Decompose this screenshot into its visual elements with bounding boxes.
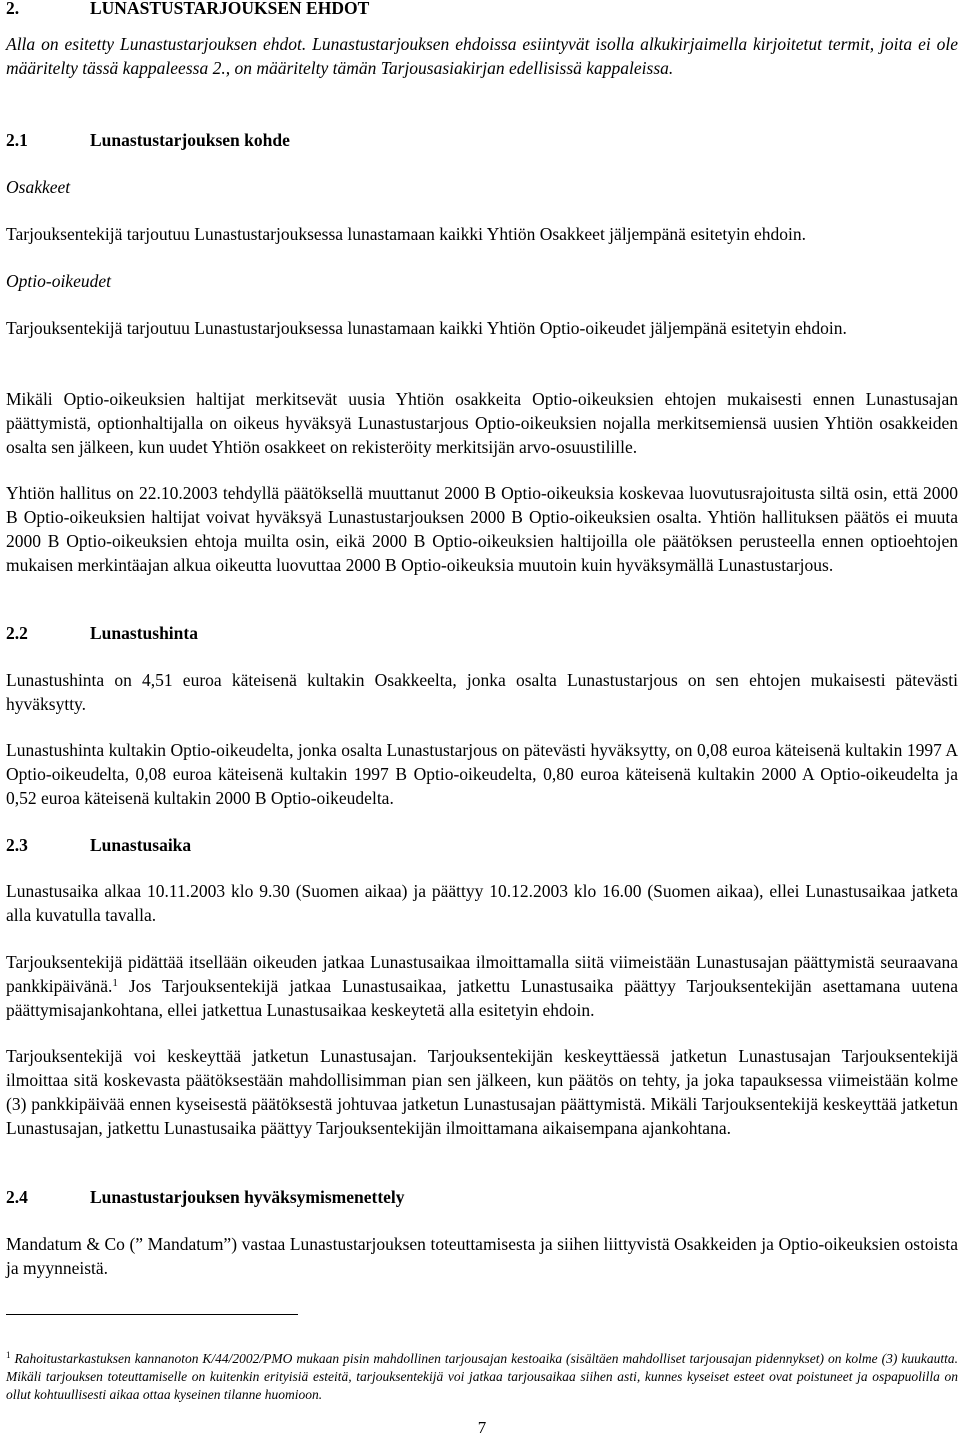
subsection-2-4-heading xyxy=(6,1185,958,1209)
extension-text-a: Tarjouksentekijä pidättää itsellään oikeuden jatkaa Lunastusaikaa ilmoittamalla siitä viimeistään Lunastusajan päättymistä seuraavana pankkipäivänä. xyxy=(6,952,958,996)
footnote-reference: 1 xyxy=(112,977,118,989)
subsection-2-2-number: 2.2 xyxy=(6,623,28,643)
page-number: 7 xyxy=(477,1418,487,1437)
footnote-text: Rahoitustarkastuksen kannanoton K/44/2002/PMO mukaan pisin mahdollinen tarjousajan kestoaika (sisältäen mahdolliset tarjousajan pidennykset) on kolme (3) kuukautta. Mikäli tarjouksen toteuttamiselle on kuitenkin erityisiä esteitä, tarjouksentekijä voi jatkaa tarjousaikaa siihen asti, kunnes kyseiset esteet ovat poistuneet ja ospapuolilla on ollut kohtuullisesti aikaa ottaa kyseinen tilanne huomioon. xyxy=(6,1351,958,1402)
section-intro: Alla on esitetty Lunastustarjouksen ehdot. Lunastustarjouksen ehdoissa esiintyvät isolla alkukirjaimella kirjoitetut termit, joita ei ole määritelty tässä kappaleessa 2., on määritelty tämän Tarjousasiakirjan edellisissä kappaleissa. xyxy=(6,34,958,78)
shares-subheading: Osakkeet xyxy=(6,177,71,197)
subsection-2-4-title: Lunastustarjouksen hyväksymismenettely xyxy=(90,1187,405,1207)
subsection-2-3-heading xyxy=(6,833,958,857)
extension-paragraph xyxy=(6,950,958,1022)
options-paragraph: Tarjouksentekijä tarjoutuu Lunastustarjouksessa lunastamaan kaikki Yhtiön Optio-oikeudet jäljempänä esitetyin ehdoin. xyxy=(6,318,847,338)
section-title: LUNASTUSTARJOUKSEN EHDOT xyxy=(90,0,370,18)
share-price-paragraph: Lunastushinta on 4,51 euroa käteisenä kultakin Osakkeelta, jonka osalta Lunastustarjous on sen ehtojen mukaisesti pätevästi hyväksytty. xyxy=(6,670,958,714)
subsection-2-1-title: Lunastustarjouksen kohde xyxy=(90,130,290,150)
footnote xyxy=(6,1350,958,1404)
extension-text-b: Jos Tarjouksentekijä jatkaa Lunastusaikaa, jatkettu Lunastusaika päättyy Tarjouksentekijän asettamana uutena päättymisajankohtana, ellei jatkettua Lunastusaikaa keskeytetä alla esitetyin ehdoin. xyxy=(6,976,958,1020)
offer-period-paragraph: Lunastusaika alkaa 10.11.2003 klo 9.30 (Suomen aikaa) ja päättyy 10.12.2003 klo 16.00 (Suomen aikaa), ellei Lunastusaikaa jatketa alla kuvatulla tavalla. xyxy=(6,881,958,925)
acceptance-procedure-paragraph: Mandatum & Co (” Mandatum”) vastaa Lunastustarjouksen toteuttamisesta ja siihen liittyvistä Osakkeiden ja Optio-oikeuksien ostoista ja myynneistä. xyxy=(6,1234,958,1278)
subsection-2-4-number: 2.4 xyxy=(6,1187,28,1207)
subsection-2-1-number: 2.1 xyxy=(6,130,28,150)
option-price-paragraph: Lunastushinta kultakin Optio-oikeudelta, jonka osalta Lunastustarjous on pätevästi hyväksytty, on 0,08 euroa käteisenä kultakin 1997 A Optio-oikeudelta, 0,08 euroa käteisenä kultakin 1997 B Optio-oikeudelta, 0,80 euroa käteisenä kultakin 2000 A Optio-oikeudelta ja 0,52 euroa käteisenä kultakin 2000 B Optio-oikeudelta. xyxy=(6,740,958,808)
suspension-paragraph: Tarjouksentekijä voi keskeyttää jatketun Lunastusajan. Tarjouksentekijän keskeyttäessä jatketun Lunastusajan Tarjouksentekijä ilmoittaa sitä koskevasta päätöksestään mahdollisimman pian sen jälkeen, kun päätös on tehty, ja joka tapauksessa viimeistään kolme (3) pankkipäivää ennen kyseisestä päätöksestä johtuvaa jatketun Lunastusajan päättymistä. Mikäli Tarjouksentekijä keskeyttää jatketun Lunastusajan, jatkettu Lunastusaika päättyy Tarjouksentekijän ilmoittamana aikaisempana ajankohtana. xyxy=(6,1046,958,1138)
board-decision-paragraph: Yhtiön hallitus on 22.10.2003 tehdyllä päätöksellä muuttanut 2000 B Optio-oikeuksia koskevaa luovutusrajoitusta siltä osin, että 2000 B Optio-oikeuksien haltijat voivat hyväksyä Lunastustarjouksen 2000 B Optio-oikeuksien osalta. Yhtiön hallituksen päätös ei muuta 2000 B Optio-oikeuksien ehtoja muilta osin, eikä 2000 B Optio-oikeuksien haltijoilla ole päätöksen perusteella ennen optioehtojen mukaisen merkintäajan alkua oikeutta luovuttaa 2000 B Optio-oikeuksia muutoin kuin hyväksymällä Lunastustarjous. xyxy=(6,483,958,575)
subsection-2-2-title: Lunastushinta xyxy=(90,623,198,643)
subsection-2-3-number: 2.3 xyxy=(6,835,28,855)
section-heading xyxy=(6,0,958,20)
subsection-2-1-heading xyxy=(6,128,958,152)
option-subscription-paragraph: Mikäli Optio-oikeuksien haltijat merkitsevät uusia Yhtiön osakkeita Optio-oikeuksien ehtojen mukaisesti ennen Lunastusajan päättymistä, optionhaltijalla on oikeus hyväksyä Lunastustarjous Optio-oikeuksien nojalla merkitsemiensä uusien Yhtiön osakkeiden osalta sen jälkeen, kun uudet Yhtiön osakkeet on rekisteröity merkitsijän arvo-osuustilille. xyxy=(6,389,958,457)
subsection-2-3-title: Lunastusaika xyxy=(90,835,192,855)
shares-paragraph: Tarjouksentekijä tarjoutuu Lunastustarjouksessa lunastamaan kaikki Yhtiön Osakkeet jäljempänä esitetyin ehdoin. xyxy=(6,224,807,244)
section-number: 2. xyxy=(6,0,20,18)
footnote-divider xyxy=(6,1314,298,1315)
subsection-2-2-heading xyxy=(6,621,958,645)
footnote-marker: 1 xyxy=(6,1350,11,1360)
options-subheading: Optio-oikeudet xyxy=(6,271,111,291)
